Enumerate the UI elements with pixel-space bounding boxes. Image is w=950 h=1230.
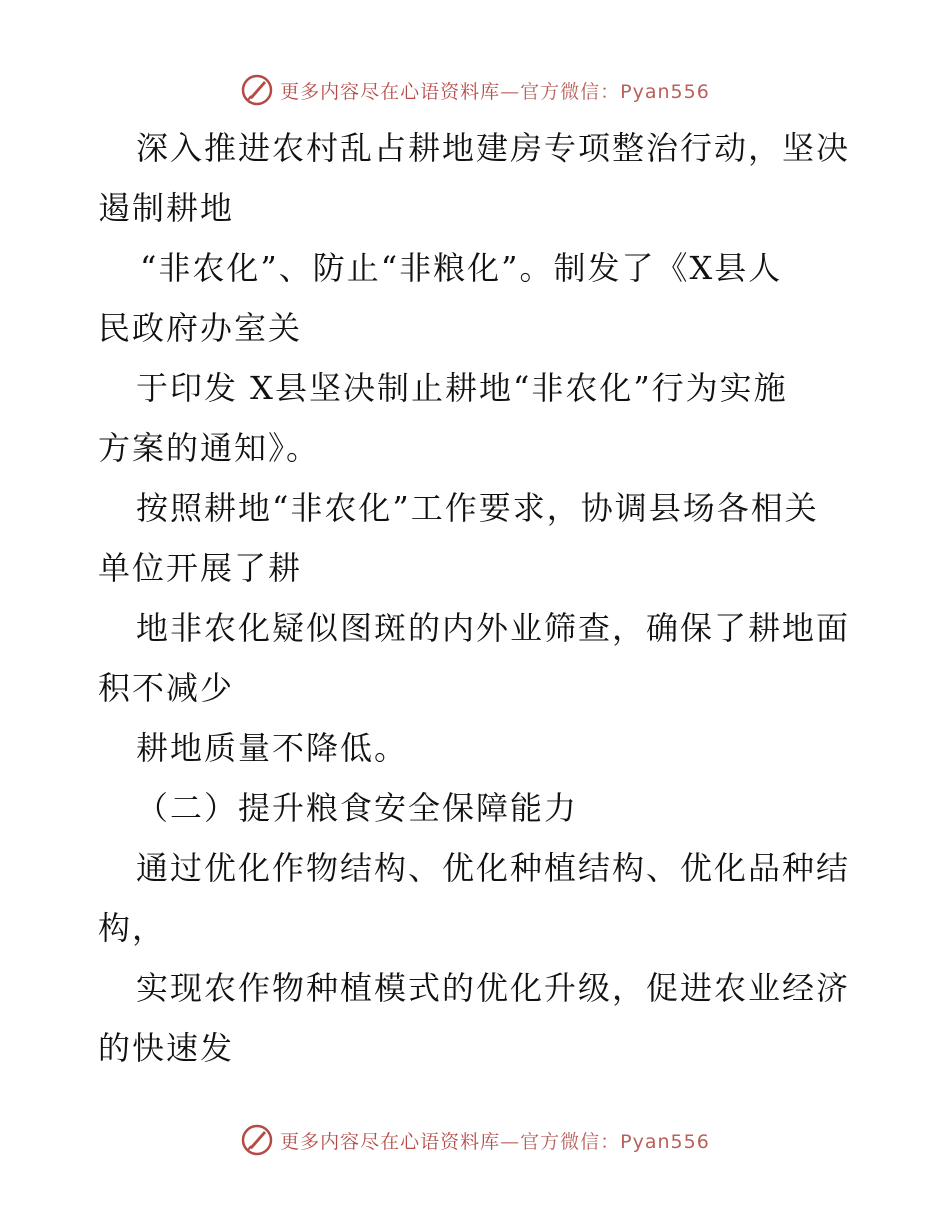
footer-banner-text [280, 1127, 710, 1154]
header-banner-text [280, 77, 710, 104]
footer-banner-wechat: 官方微信：Pyan556 [520, 1130, 710, 1153]
body-line-13: 通过优化作物结构、优化种植结构、优化品种结 [136, 849, 851, 887]
body-line-9: 地非农化疑似图斑的内外业筛查，确保了耕地面 [136, 609, 851, 647]
body-line-15: 实现农作物种植模式的优化升级，促进农业经济 [136, 969, 851, 1007]
section-heading: （二）提升粮食安全保障能力 [136, 789, 579, 827]
header-banner-sep: — [500, 80, 521, 103]
footer-banner-sep: — [500, 1130, 521, 1153]
body-line-5: 于印发 X县坚决制止耕地“非农化”行为实施 [136, 369, 788, 407]
body-line-10: 积不减少 [98, 669, 235, 707]
body-line-16: 的快速发 [98, 1029, 235, 1067]
body-line-4: 民政府办室关 [98, 309, 303, 347]
body-line-8: 单位开展了耕 [98, 549, 303, 587]
header-banner-wechat: 官方微信：Pyan556 [520, 80, 710, 103]
body-line-11: 耕地质量不降低。 [136, 729, 409, 767]
quill-logo-icon [240, 73, 274, 107]
document-body [98, 118, 858, 1078]
body-line-6: 方案的通知》。 [98, 429, 321, 467]
quill-logo-icon [240, 1123, 274, 1157]
header-banner-main: 更多内容尽在心语资料库 [280, 80, 501, 103]
footer-banner [0, 1120, 950, 1160]
footer-banner-main: 更多内容尽在心语资料库 [280, 1130, 501, 1153]
body-line-1: 深入推进农村乱占耕地建房专项整治行动，坚决 [136, 129, 851, 167]
body-line-7: 按照耕地“非农化”工作要求，协调县场各相关 [136, 489, 819, 527]
body-line-14: 构， [98, 909, 167, 947]
body-line-2: 遏制耕地 [98, 189, 235, 227]
header-banner [0, 70, 950, 110]
body-line-3: “非农化”、防止“非粮化”。制发了《X县人 [140, 249, 783, 287]
